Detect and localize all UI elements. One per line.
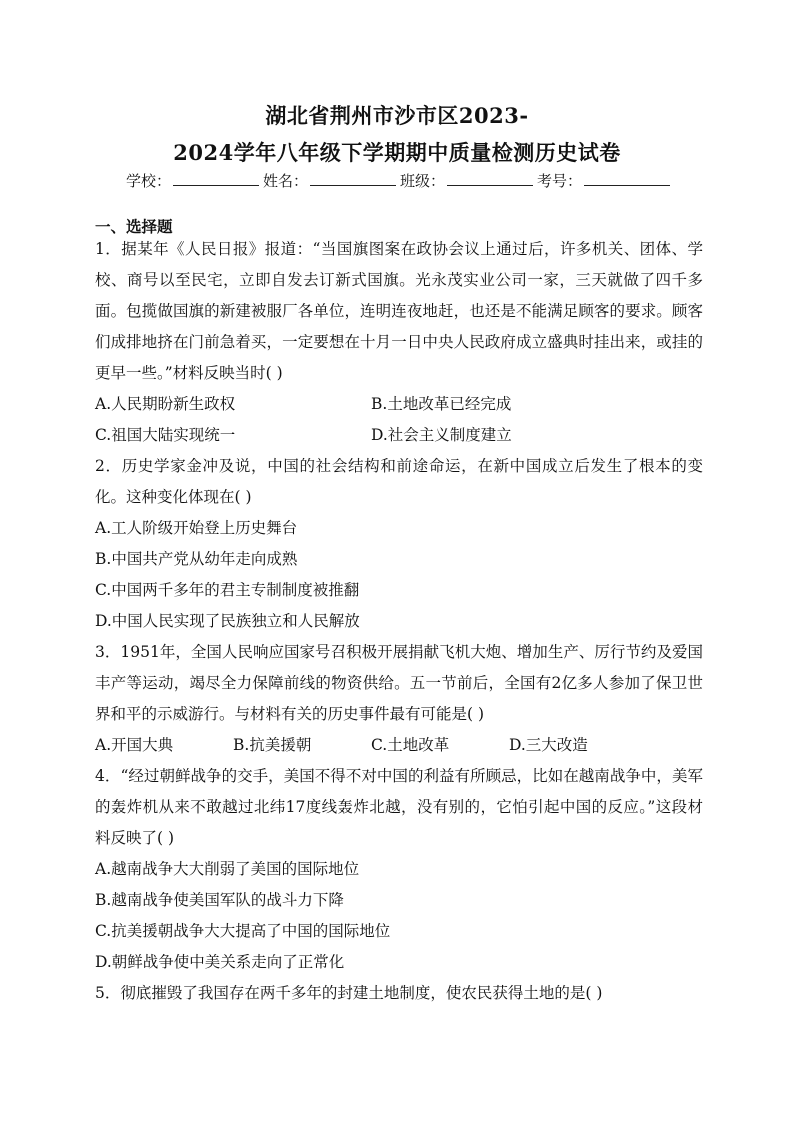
exam-number-blank[interactable] bbox=[584, 171, 670, 186]
exam-title-line1: 湖北省荆州市沙市区2023- bbox=[265, 103, 529, 128]
option-d[interactable]: D.三大改造 bbox=[509, 736, 588, 754]
question-text: 彻底摧毁了我国存在两千多年的封建土地制度，使农民获得土地的是( ) bbox=[120, 984, 603, 1002]
options-row bbox=[95, 420, 703, 451]
option-c[interactable]: C.抗美援朝战争大大提高了中国的国际地位 bbox=[95, 922, 391, 940]
question-text: 历史学家金冲及说，中国的社会结构和前途命运，在新中国成立后发生了根本的变化。这种变化体现在( ) bbox=[95, 457, 703, 506]
name-blank[interactable] bbox=[310, 171, 396, 186]
question-1 bbox=[95, 234, 703, 389]
option-a[interactable]: A.人民期盼新生政权 bbox=[95, 395, 236, 413]
class-label: 班级： bbox=[400, 172, 446, 190]
student-info-row bbox=[126, 170, 674, 191]
exam-title-line2: 2024学年八年级下学期期中质量检测历史试卷 bbox=[173, 140, 621, 165]
option-a[interactable]: A.越南战争大大削弱了美国的国际地位 bbox=[95, 860, 360, 878]
question-3 bbox=[95, 637, 703, 730]
option-c[interactable]: C.祖国大陆实现统一 bbox=[95, 426, 236, 444]
option-d[interactable]: D.中国人民实现了民族独立和人民解放 bbox=[95, 612, 360, 630]
option-a[interactable]: A.工人阶级开始登上历史舞台 bbox=[95, 519, 298, 537]
option-c[interactable]: C.中国两千多年的君主专制制度被推翻 bbox=[95, 581, 360, 599]
question-number: 5． bbox=[95, 984, 121, 1002]
options-row bbox=[95, 389, 703, 420]
option-b[interactable]: B.中国共产党从幼年走向成熟 bbox=[95, 550, 298, 568]
section-title: 一、选择题 bbox=[95, 217, 173, 236]
question-number: 1． bbox=[95, 240, 122, 258]
name-label: 姓名： bbox=[263, 172, 309, 190]
school-blank[interactable] bbox=[173, 171, 259, 186]
option-b[interactable]: B.越南战争使美国军队的战斗力下降 bbox=[95, 891, 344, 909]
question-2 bbox=[95, 451, 703, 513]
option-d[interactable]: D.社会主义制度建立 bbox=[371, 426, 512, 444]
options-row bbox=[95, 730, 703, 761]
question-number: 3． bbox=[95, 643, 121, 661]
question-text: “经过朝鲜战争的交手，美国不得不对中国的利益有所顾忌，比如在越南战争中，美军的轰炸机从来不敢越过北纬17度线轰炸北越，没有别的，它怕引起中国的反应。”这段材料反映了( ) bbox=[95, 767, 703, 847]
option-b[interactable]: B.土地改革已经完成 bbox=[371, 395, 512, 413]
question-text: 1951年，全国人民响应国家号召积极开展捐献飞机大炮、增加生产、厉行节约及爱国丰产等运动，竭尽全力保障前线的物资供给。五一节前后，全国有2亿多人参加了保卫世界和平的示威游行。与材料有关的历史事件最有可能是( ) bbox=[95, 643, 703, 723]
class-blank[interactable] bbox=[447, 171, 533, 186]
option-b[interactable]: B.抗美援朝 bbox=[233, 736, 312, 754]
question-number: 4． bbox=[95, 767, 121, 785]
question-4 bbox=[95, 761, 703, 854]
option-d[interactable]: D.朝鲜战争使中美关系走向了正常化 bbox=[95, 953, 345, 971]
school-label: 学校： bbox=[126, 172, 172, 190]
question-number: 2． bbox=[95, 457, 122, 475]
question-text: 据某年《人民日报》报道：“当国旗图案在政协会议上通过后，许多机关、团体、学校、商号以至民宅，立即自发去订新式国旗。光永茂实业公司一家，三天就做了四千多面。包揽做国旗的新建被服厂各单位，连明连夜地赶，也还是不能满足顾客的要求。顾客们成排地挤在门前急着买，一定要想在十月一日中央人民政府成立盛典时挂出来，或挂的更早一些。”材料反映当时( ) bbox=[95, 240, 703, 382]
exam-number-label: 考号： bbox=[537, 172, 583, 190]
question-5 bbox=[95, 978, 703, 1009]
option-a[interactable]: A.开国大典 bbox=[95, 736, 174, 754]
questions-list bbox=[95, 234, 703, 1009]
option-c[interactable]: C.土地改革 bbox=[371, 736, 450, 754]
